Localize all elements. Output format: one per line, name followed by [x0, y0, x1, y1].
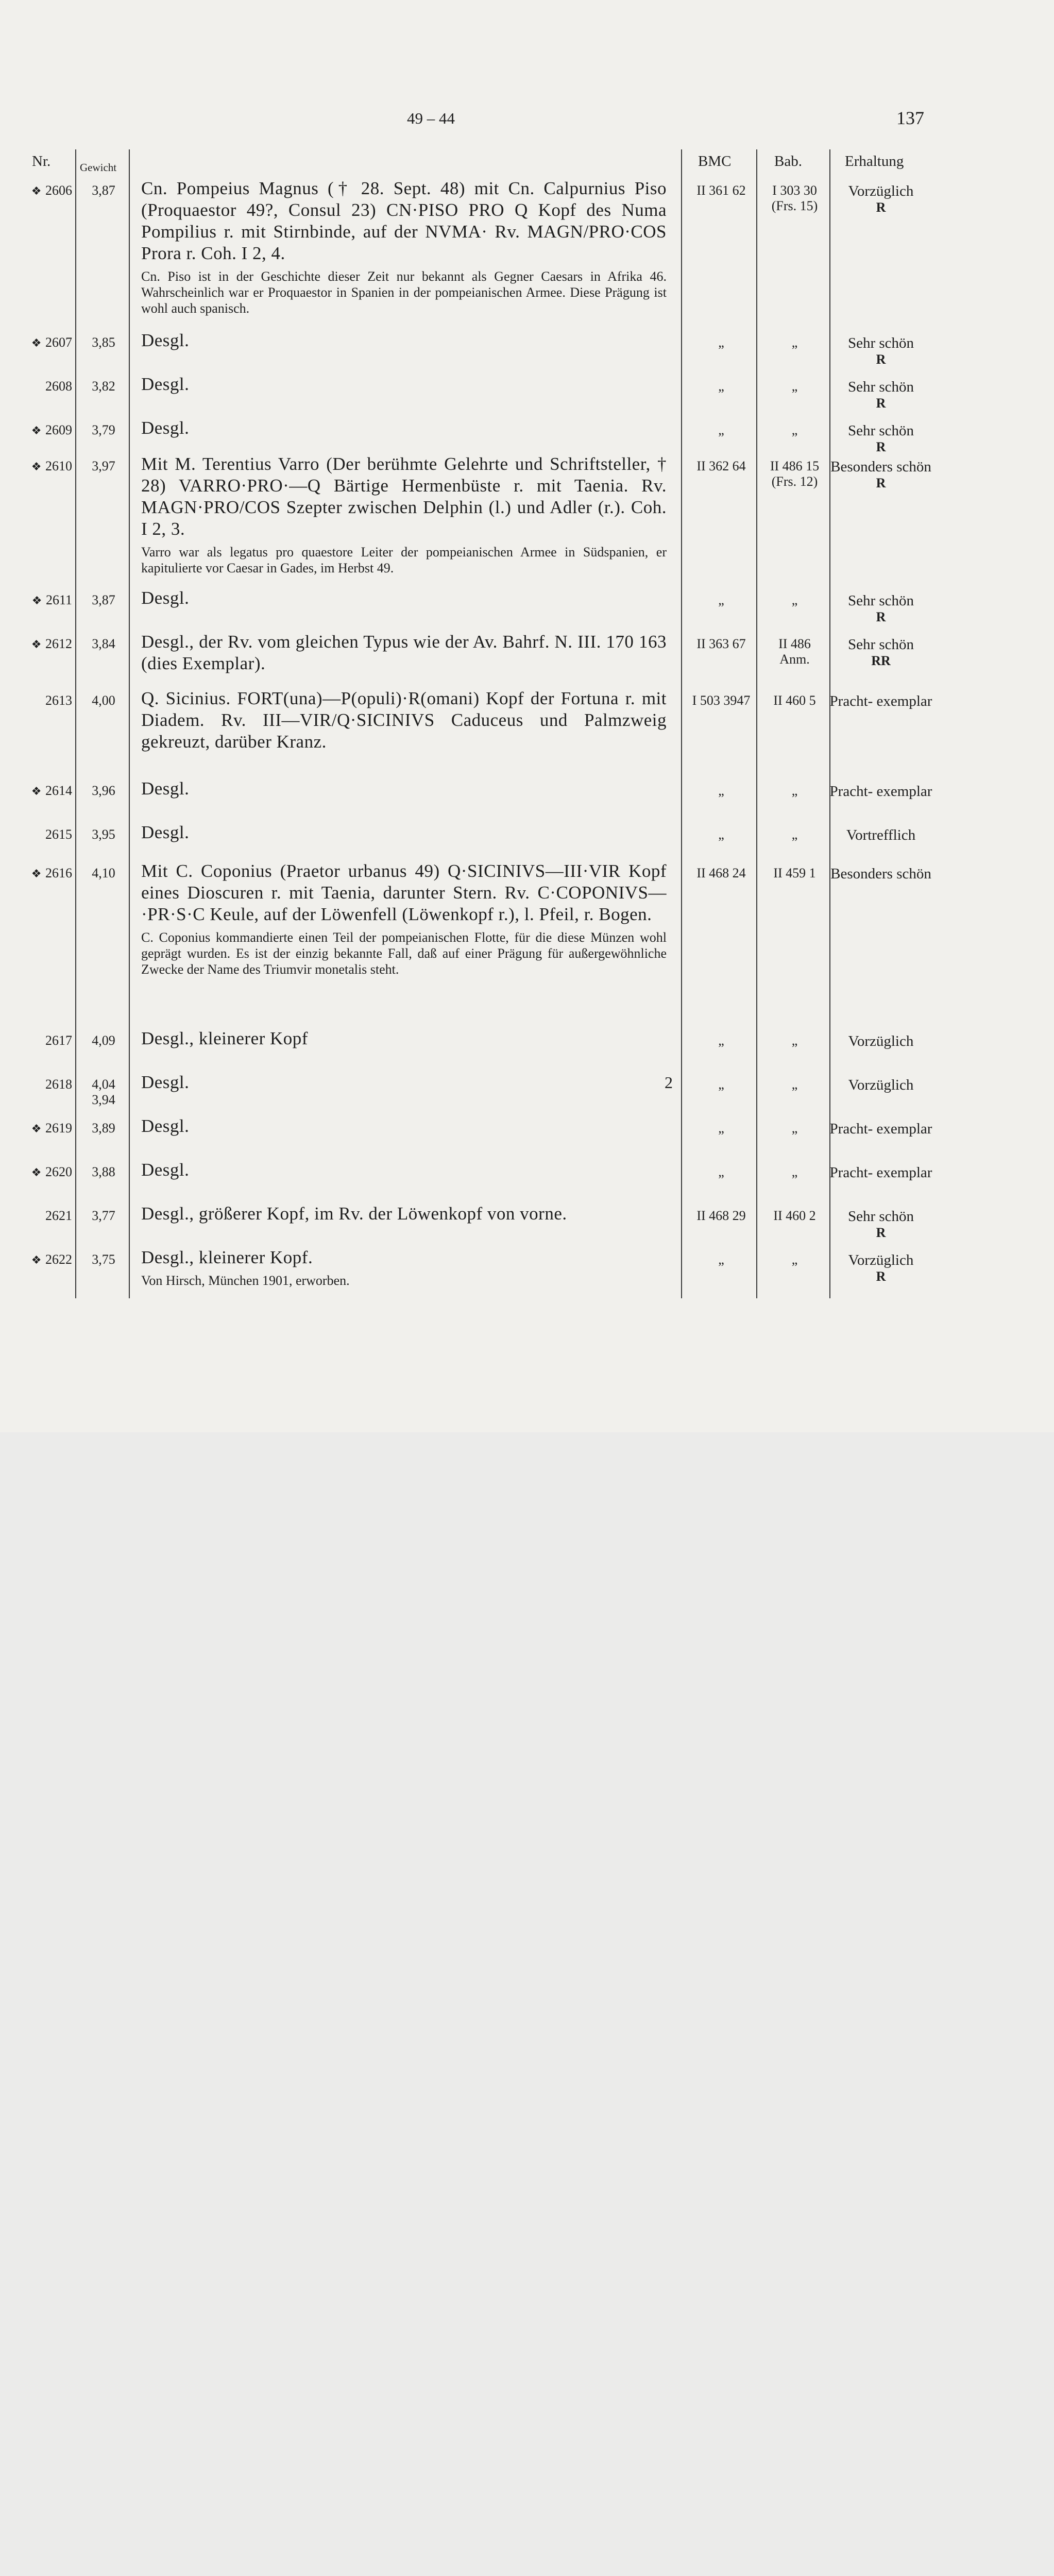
entry-description-text: Desgl., größerer Kopf, im Rv. der Löwenkopf von vorne.: [141, 1204, 567, 1224]
entry-number-text: 2618: [45, 1077, 72, 1092]
entry-condition-text: Pracht- exemplar: [829, 783, 932, 800]
entry-number: [15, 693, 72, 708]
entry-bab-ref: „: [791, 335, 798, 350]
entry-bab-ref: „: [791, 827, 798, 842]
entry-description-text: Desgl.: [141, 822, 190, 842]
entry-number: [15, 335, 72, 350]
entry-bab-ref: „: [791, 592, 798, 607]
entry-number: [15, 827, 72, 842]
illustrated-marker-icon: ❖: [31, 638, 44, 651]
entry-condition: [829, 636, 932, 669]
entry-bmc-ref: „: [718, 827, 724, 842]
entry-condition-text: Besonders schön: [830, 866, 931, 882]
illustrated-marker-icon: ❖: [31, 184, 44, 197]
entry-bab-ref: II 460 5: [773, 693, 816, 708]
entry-weight: 3,75: [92, 1252, 115, 1267]
entry-description: [141, 631, 667, 674]
entry-description: [141, 1072, 673, 1093]
entry-bab-ref: II 460 2: [773, 1208, 816, 1223]
entry-description-text: Desgl., kleinerer Kopf.: [141, 1247, 313, 1267]
entry-weight: 3,87: [92, 592, 115, 607]
entry-description-text: Desgl., der Rv. vom gleichen Typus wie der Av. Bahrf. N. III. 170 163 (dies Exemplar).: [141, 632, 667, 673]
entry-description-text: Q. Sicinius. FORT(una)—P(opuli)·R(omani) Kopf der Fortuna r. mit Diadem. Rv. III—VIR/Q·SICINIVS Caduceus und Palmzweig gekreuzt, darüber Kranz.: [141, 688, 667, 752]
entry-condition-text: Pracht- exemplar: [829, 1121, 932, 1137]
entry-condition-text: Sehr schön: [847, 335, 914, 351]
entry-bab-ref: II 459 1: [773, 866, 816, 880]
illustrated-marker-icon: ❖: [31, 460, 44, 473]
entry-number-text: 2609: [45, 422, 72, 437]
entry-description: [141, 417, 667, 439]
entry-weight: 3,96: [92, 783, 115, 798]
entry-description: [141, 860, 667, 977]
entry-note: C. Coponius kommandierte einen Teil der pompeianischen Flotte, für die diese Münzen wohl geprägt wurden. Es ist der einzig bekannte Fall, daß auf einer Prägung für außergewöhnliche Zwecke der Name des Triumvir monetalis steht.: [141, 930, 667, 977]
running-header: 49 – 44: [407, 109, 455, 127]
entry-number-text: 2622: [45, 1252, 72, 1267]
entry-description: [141, 1028, 667, 1049]
entry-weight: 4,09: [92, 1033, 115, 1048]
entry-bmc-ref: „: [718, 1164, 724, 1179]
entry-bmc-ref: II 362 64: [696, 459, 746, 473]
entry-condition: [829, 1077, 932, 1093]
entry-weight: 3,95: [92, 827, 115, 842]
entry-number-text: 2620: [45, 1164, 72, 1179]
entry-description: [141, 1115, 667, 1137]
entry-number-text: 2608: [45, 379, 72, 394]
entry-description: [141, 330, 667, 351]
entry-number: [15, 592, 72, 608]
illustrated-marker-icon: ❖: [31, 785, 44, 798]
entry-condition-text: Vorzüglich: [848, 1033, 914, 1049]
entry-description: [141, 822, 667, 843]
entry-condition-text: Vorzüglich: [848, 183, 914, 199]
entry-weight: 3,89: [92, 1121, 115, 1136]
entry-number: [15, 183, 72, 198]
entry-condition-text: Vorzüglich: [848, 1252, 914, 1268]
entry-bmc-ref: II 468 29: [696, 1208, 746, 1223]
entry-number: [15, 1208, 72, 1224]
entry-number-text: 2607: [45, 335, 72, 350]
entry-rarity: R: [876, 1225, 886, 1240]
entry-description-text: Desgl.: [141, 374, 190, 394]
entry-description-text: Desgl.: [141, 778, 190, 799]
entry-weight: 3,88: [92, 1164, 115, 1179]
entry-description-text: Desgl., kleinerer Kopf: [141, 1028, 308, 1048]
entry-bmc-ref: „: [718, 1121, 724, 1136]
entry-rarity: R: [876, 476, 886, 490]
column-rule: [75, 149, 76, 1298]
entry-condition: [829, 183, 932, 216]
entry-number-text: 2606: [45, 183, 72, 198]
entry-condition-text: Sehr schön: [847, 592, 914, 609]
entry-rarity: R: [876, 200, 886, 215]
entry-note: Cn. Piso ist in der Geschichte dieser Zeit nur bekannt als Gegner Caesars in Afrika 46. Wahrscheinlich war er Proquaestor in Spanien in der pompeianischen Armee. Diese Prägung ist wohl auch spanisch.: [141, 269, 667, 316]
entry-description: [141, 688, 667, 753]
entry-weight: 3,79: [92, 422, 115, 437]
entry-condition-text: Vortrefflich: [846, 827, 916, 843]
entry-condition: [829, 592, 932, 625]
entry-bmc-ref: „: [718, 422, 724, 437]
col-header-bmc: BMC: [698, 153, 732, 170]
entry-number: [15, 1077, 72, 1092]
entry-number-text: 2617: [45, 1033, 72, 1048]
col-header-weight: Gewicht: [80, 161, 117, 174]
entry-description: [141, 453, 667, 576]
entry-description-text: Desgl.: [141, 1160, 190, 1180]
entry-weight: 4,04 3,94: [92, 1077, 115, 1107]
entry-condition-text: Sehr schön: [847, 636, 914, 653]
entry-rarity: R: [876, 609, 886, 624]
entry-bab-ref: „: [791, 1252, 798, 1267]
entry-description: [141, 1159, 667, 1181]
entry-number-text: 2615: [45, 827, 72, 842]
entry-description-text: Desgl.: [141, 588, 190, 608]
entry-bmc-ref: „: [718, 379, 724, 394]
entry-number: [15, 379, 72, 394]
entry-condition: [829, 827, 932, 843]
entry-note: Varro war als legatus pro quaestore Leiter der pompeianischen Armee in Südspanien, er kapitulierte vor Caesar in Gades, im Herbst 49.: [141, 545, 667, 575]
entry-number-text: 2612: [45, 636, 72, 651]
entry-condition: [829, 1164, 932, 1181]
entry-description-text: Mit M. Terentius Varro (Der berühmte Gelehrte und Schriftsteller, † 28) VARRO·PRO·—Q Bärtige Hermenbüste r. mit Taenia. Rv. MAGN·PRO/COS Szepter zwischen Delphin (l.) und Adler (r.). Coh. I 2, 3.: [141, 454, 667, 539]
entry-rarity: R: [876, 396, 886, 411]
column-rule: [681, 149, 682, 1298]
entry-number-text: 2614: [45, 783, 72, 798]
entry-bab-ref: „: [791, 1033, 798, 1048]
entry-weight: 3,85: [92, 335, 115, 350]
entry-weight: 4,10: [92, 866, 115, 880]
col-header-nr: Nr.: [32, 153, 51, 170]
entry-weight: 3,82: [92, 379, 115, 394]
entry-bmc-ref: „: [718, 1252, 724, 1267]
entry-number: [15, 1033, 72, 1048]
entry-number-text: 2610: [45, 459, 72, 473]
entry-number: [15, 636, 72, 652]
entry-number: [15, 422, 72, 438]
col-header-bab: Bab.: [774, 153, 802, 170]
entry-bmc-ref: II 468 24: [696, 866, 746, 880]
entry-count: 2: [665, 1073, 673, 1092]
entry-number: [15, 783, 72, 799]
entry-condition: [829, 1208, 932, 1241]
entry-description: [141, 374, 667, 395]
entry-description-text: Desgl.: [141, 330, 190, 350]
entry-condition-text: Besonders schön: [830, 459, 931, 475]
entry-description-text: Mit C. Coponius (Praetor urbanus 49) Q·SICINIVS—III·VIR Kopf eines Dioscuren r. mit Taenia, darunter Stern. Rv. C·COPONIVS—·PR·S·C Keule, auf der Löwenfell (Löwenkopf r.), l. Pfeil, r. Bogen.: [141, 861, 667, 924]
page-number: 137: [896, 108, 924, 128]
entry-condition-text: Sehr schön: [847, 1208, 914, 1225]
column-rule: [129, 149, 130, 1298]
entry-description-text: Cn. Pompeius Magnus († 28. Sept. 48) mit Cn. Calpurnius Piso (Proquaestor 49?, Consul 23) CN·PISO PRO Q Kopf des Numa Pompilius r. mit Stirnbinde, auf der NVMA· Rv. MAGN/PRO·COS Prora r. Coh. I 2, 4.: [141, 178, 667, 263]
entry-condition-text: Pracht- exemplar: [829, 693, 932, 709]
entry-bmc-ref: I 503 3947: [692, 693, 751, 708]
entry-description: [141, 178, 667, 316]
entry-bmc-ref: „: [718, 592, 724, 607]
entry-number: [15, 866, 72, 881]
entry-condition: [829, 1121, 932, 1137]
entry-weight: 3,77: [92, 1208, 115, 1223]
entry-rarity: RR: [871, 653, 891, 668]
entry-condition: [829, 422, 932, 455]
entry-weight: 3,87: [92, 183, 115, 198]
entry-condition: [829, 459, 932, 492]
entry-condition: [829, 335, 932, 368]
col-header-erhaltung: Erhaltung: [845, 153, 904, 170]
entry-bab-ref: I 303 30 (Frs. 15): [771, 183, 818, 213]
entry-bab-ref: „: [791, 1077, 798, 1092]
entry-condition: [829, 693, 932, 709]
illustrated-marker-icon: ❖: [31, 1122, 44, 1135]
entry-description: [141, 778, 667, 800]
illustrated-marker-icon: ❖: [31, 1166, 44, 1179]
entry-bmc-ref: II 361 62: [696, 183, 746, 198]
entry-condition-text: Sehr schön: [847, 379, 914, 395]
entry-bab-ref: II 486 15 (Frs. 12): [770, 459, 820, 489]
entry-bmc-ref: „: [718, 1033, 724, 1048]
entry-bab-ref: „: [791, 1164, 798, 1179]
entry-description: [141, 1247, 667, 1289]
entry-number-text: 2621: [45, 1208, 72, 1223]
entry-number: [15, 459, 72, 474]
entry-condition: [829, 866, 932, 882]
entry-rarity: R: [876, 1269, 886, 1284]
entry-weight: 4,00: [92, 693, 115, 708]
entry-note: Von Hirsch, München 1901, erworben.: [141, 1273, 350, 1288]
entry-weight: 3,97: [92, 459, 115, 473]
entry-number: [15, 1164, 72, 1180]
illustrated-marker-icon: ❖: [31, 336, 44, 349]
entry-number-text: 2616: [45, 866, 72, 880]
entry-condition-text: Vorzüglich: [848, 1077, 914, 1093]
entry-condition: [829, 1252, 932, 1285]
entry-bmc-ref: „: [718, 783, 724, 798]
entry-description-text: Desgl.: [141, 1072, 190, 1092]
entry-bmc-ref: II 363 67: [696, 636, 746, 651]
entry-number: [15, 1252, 72, 1267]
entry-description: [141, 587, 667, 609]
entry-bmc-ref: „: [718, 1077, 724, 1092]
entry-condition-text: Sehr schön: [847, 422, 914, 439]
illustrated-marker-icon: ❖: [31, 1253, 44, 1266]
entry-condition: [829, 783, 932, 800]
illustrated-marker-icon: ❖: [31, 594, 45, 607]
entry-number-text: 2611: [45, 592, 72, 607]
entry-description-text: Desgl.: [141, 418, 190, 438]
illustrated-marker-icon: ❖: [31, 867, 44, 880]
entry-bab-ref: „: [791, 1121, 798, 1136]
entry-description: [141, 1203, 667, 1225]
entry-weight: 3,84: [92, 636, 115, 651]
entry-bab-ref: II 486 Anm.: [778, 636, 811, 667]
entry-number-text: 2613: [45, 693, 72, 708]
entry-bab-ref: „: [791, 379, 798, 394]
entry-bmc-ref: „: [718, 335, 724, 350]
entry-condition: [829, 1033, 932, 1049]
entry-bab-ref: „: [791, 783, 798, 798]
entry-rarity: R: [876, 439, 886, 454]
entry-rarity: R: [876, 352, 886, 367]
entry-bab-ref: „: [791, 422, 798, 437]
entry-condition: [829, 379, 932, 412]
entry-number-text: 2619: [45, 1121, 72, 1136]
illustrated-marker-icon: ❖: [31, 424, 44, 437]
footer-bar: [0, 1432, 1054, 1509]
entry-description-text: Desgl.: [141, 1116, 190, 1136]
entry-number: [15, 1121, 72, 1136]
entry-condition-text: Pracht- exemplar: [829, 1164, 932, 1181]
